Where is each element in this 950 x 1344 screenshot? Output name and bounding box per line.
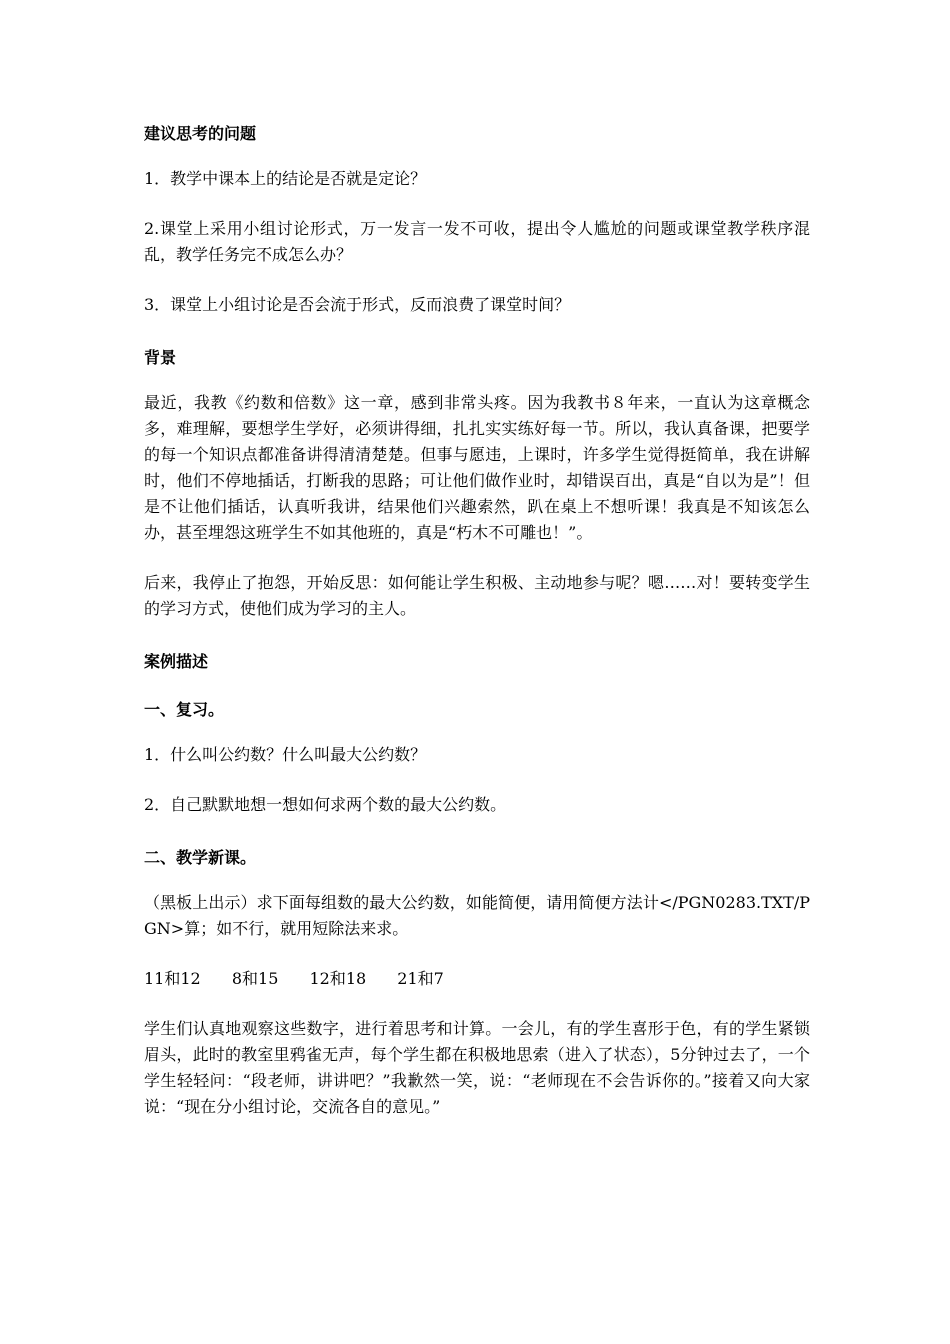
- question-3: 3．课堂上小组讨论是否会流于形式，反而浪费了课堂时间？: [144, 295, 571, 314]
- case-heading: 案例描述: [144, 652, 209, 671]
- number-pair: 8和15: [231, 969, 279, 988]
- document-page: [144, 118, 810, 1144]
- number-pair: 11和12: [144, 969, 201, 988]
- review-item-2: 2．自己默默地想一想如何求两个数的最大公约数。: [144, 795, 507, 814]
- question-2: 2.课堂上采用小组讨论形式，万一发言一发不可收，提出令人尴尬的问题或课堂教学秩序混乱，教学任务完不成怎么办？: [144, 219, 810, 264]
- number-pair: 12和18: [309, 969, 367, 988]
- new-lesson-paragraph-1: （黑板上出示）求下面每组数的最大公约数，如能简便，请用简便方法计</PGN0283.TXT/PGN>算；如不行，就用短除法来求。: [144, 893, 810, 938]
- background-heading: 背景: [144, 348, 177, 367]
- background-paragraph-1: 最近，我教《约数和倍数》这一章，感到非常头疼。因为我教书８年来，一直认为这章概念多，难理解，要想学生学好，必须讲得细，扎扎实实练好每一节。所以，我认真备课，把要学的每一个知识点都准备讲得清清楚楚。但事与愿违，上课时，许多学生觉得挺简单，我在讲解时，他们不停地插话，打断我的思路；可让他们做作业时，却错误百出，真是“自以为是”！但是不让他们插话，认真听我讲，结果他们兴趣索然，趴在桌上不想听课！我真是不知该怎么办，甚至埋怨这班学生不如其他班的，真是“朽木不可雕也！”。: [144, 393, 810, 542]
- review-heading: 一、复习。: [144, 700, 225, 719]
- questions-heading: 建议思考的问题: [144, 124, 257, 143]
- new-lesson-heading: 二、教学新课。: [144, 848, 257, 867]
- review-item-1: 1．什么叫公约数？什么叫最大公约数？: [144, 745, 427, 764]
- number-pair: 21和7: [397, 969, 444, 988]
- background-paragraph-2: 后来，我停止了抱怨，开始反思：如何能让学生积极、主动地参与呢？嗯……对！要转变学生的学习方式，使他们成为学习的主人。: [144, 573, 810, 618]
- question-1: 1．教学中课本上的结论是否就是定论？: [144, 169, 427, 188]
- number-pairs: [144, 966, 810, 992]
- new-lesson-paragraph-2: 学生们认真地观察这些数字，进行着思考和计算。一会儿，有的学生喜形于色，有的学生紧锁眉头，此时的教室里鸦雀无声，每个学生都在积极地思索（进入了状态），5分钟过去了，一个学生轻轻问：“段老师，讲讲吧？”我歉然一笑，说：“老师现在不会告诉你的。”接着又向大家说：“现在分小组讨论，交流各自的意见。”: [144, 1019, 810, 1116]
